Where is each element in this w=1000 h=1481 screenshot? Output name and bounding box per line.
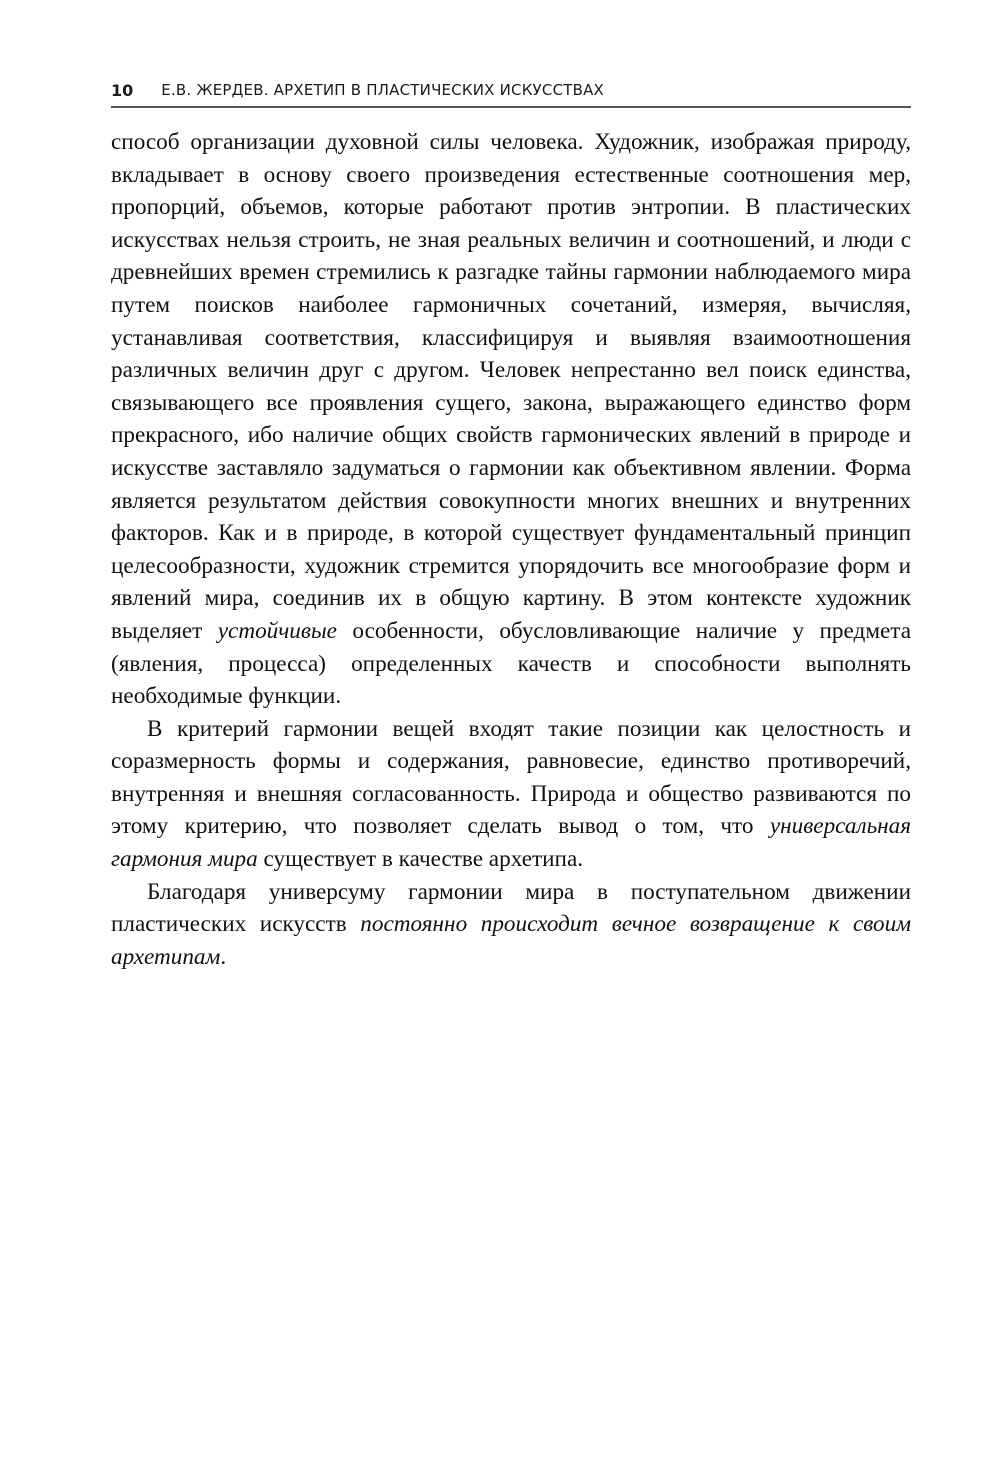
header-rule xyxy=(111,106,911,108)
paragraph-1 xyxy=(111,126,911,713)
paragraph-3-text-c: . xyxy=(220,943,227,970)
paragraph-2-text-a: В критерий гармонии вещей входят такие позиции как целостность и соразмерность формы и содержания, равновесие, единство противоречий, внутренняя и внешняя согласованность. Природа и общество развиваются по этому критерию, что позволяет сделать вывод о том, что xyxy=(111,715,911,840)
running-head xyxy=(111,78,911,102)
paragraph-3 xyxy=(111,876,911,974)
body-text xyxy=(111,126,911,973)
paragraph-2-emphasis: универсальная гармония мира xyxy=(111,813,911,873)
paragraph-1-text-c: особенности, обусловливающие наличие у предмета (явления, процесса) определенных качеств и способности выполнять необходимые функции. xyxy=(111,617,911,710)
paragraph-2-text-c: существует в качестве архетипа. xyxy=(257,846,584,873)
page-number: 10 xyxy=(111,80,134,100)
paragraph-1-text-a: способ организации духовной силы человека. Художник, изображая природу, вкладывает в основу своего произведения естественные соотношения мер, пропорций, объемов, которые работают против энтропии. В пластических искусствах нельзя строить, не зная реальных величин и соотношений, и люди с древнейших времен стремились к разгадке тайны гармонии наблюдаемого мира путем поисков наиболее гармоничных сочетаний, измеряя, вычисляя, устанавливая соответствия, классифицируя и выявляя взаимоотношения различных величин друг с другом. Человек непрестанно вел поиск единства, связывающего все проявления сущего, закона, выражающего единство форм прекрасного, ибо наличие общих свойств гармонических явлений в природе и искусстве заставляло задуматься о гармонии как объективном явлении. Форма является результатом действия совокупности многих внешних и внутренних факторов. Как и в природе, в которой существует фундаментальный принцип целесообразности, художник стремится упорядочить все многообразие форм и явлений мира, соединив их в общую картину. В этом контексте художник выделяет xyxy=(111,129,911,644)
paragraph-1-emphasis: устойчивые xyxy=(217,617,337,644)
paragraph-3-emphasis: постоянно происходит вечное возвращение к своим архетипам xyxy=(111,911,911,970)
paragraph-3-text-a: Благодаря универсуму гармонии мира в поступательном движении пластических искусств xyxy=(111,878,911,938)
paragraph-2 xyxy=(111,713,911,876)
running-title: Е.В. ЖЕРДЕВ. АРХЕТИП В ПЛАСТИЧЕСКИХ ИСКУССТВАХ xyxy=(161,81,605,99)
